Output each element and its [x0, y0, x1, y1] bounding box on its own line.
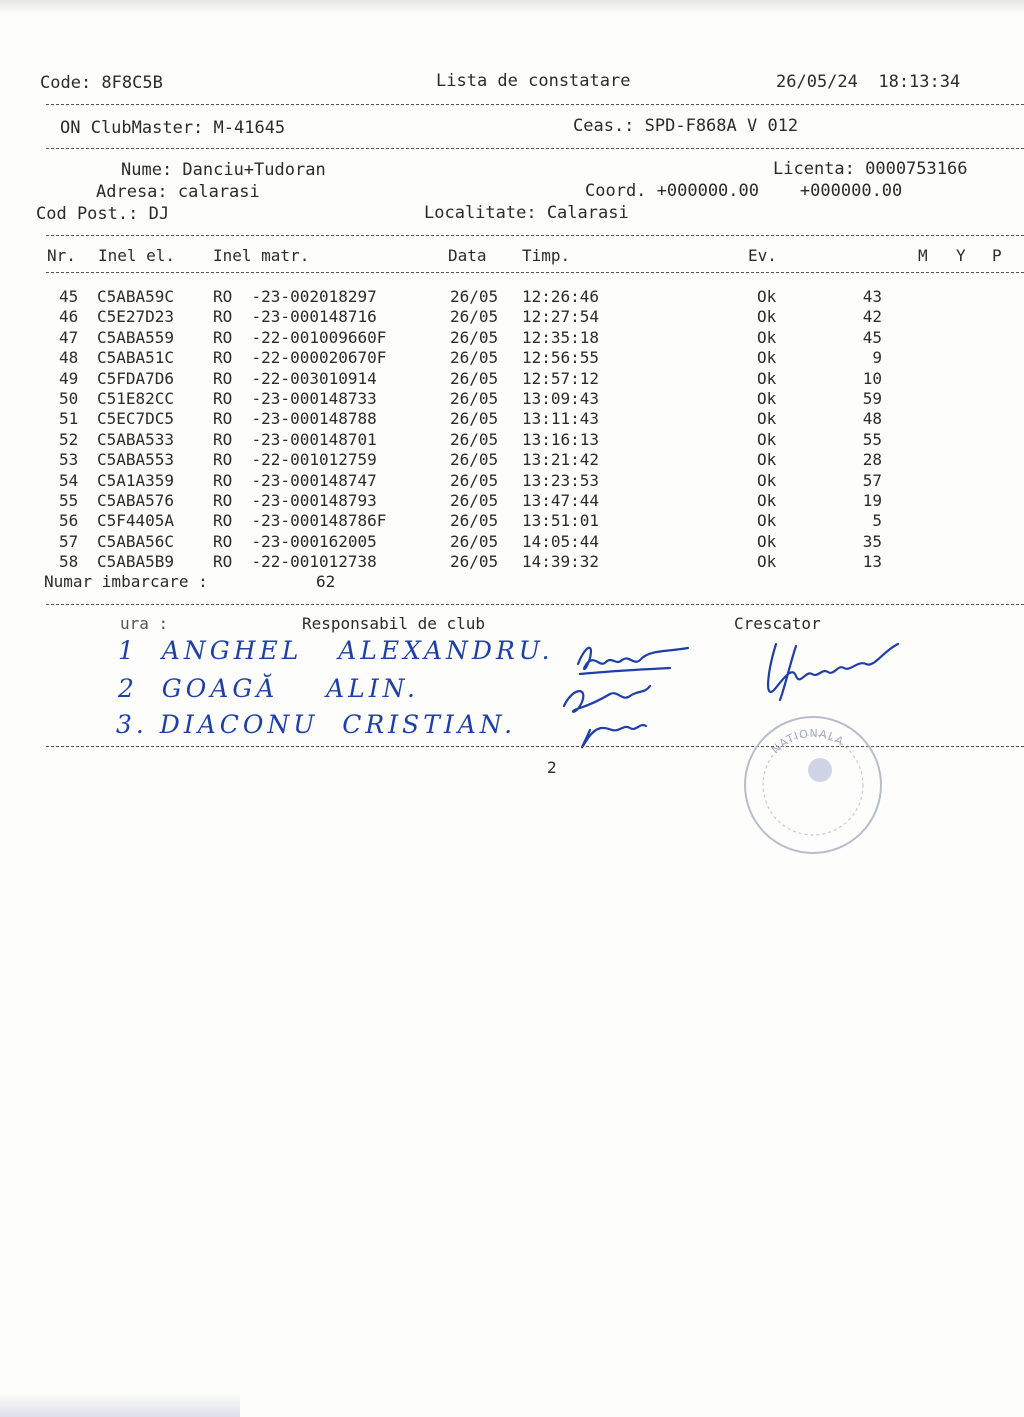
arrival-date: 26/05 [450, 287, 499, 306]
result-value: 48 [862, 409, 882, 429]
result-value: 45 [862, 327, 882, 347]
result-value: 57 [862, 470, 882, 490]
scan-top-edge [0, 0, 1024, 14]
electronic-ring: C5ABA553 [97, 450, 175, 470]
arrival-date: 26/05 [450, 552, 499, 572]
electronic-ring: C5E27D23 [97, 307, 175, 327]
scan-bottom-edge [0, 1393, 240, 1417]
divider [46, 235, 1024, 236]
arrival-date: 26/05 [450, 450, 499, 470]
registration-ring: RO -23-000148701 [213, 429, 387, 449]
breeder-signature-image [762, 630, 902, 710]
col-ev: Ev. [748, 246, 777, 265]
result-value: 42 [862, 307, 882, 327]
col-data: Data [448, 246, 487, 265]
committee-label: ura : [120, 614, 169, 633]
registration-ring: RO -22-001012759 [213, 450, 387, 470]
event-status: Ok [757, 429, 777, 449]
license-number: Licenta: 0000753166 [773, 159, 968, 179]
committee-member-2: 2 GOAGĂ ALIN. [118, 674, 419, 703]
divider [46, 272, 1024, 273]
electronic-ring: C5FDA7D6 [97, 368, 175, 388]
arrival-time: 13:51:01 [522, 511, 600, 531]
registration-ring: RO -22-003010914 [213, 368, 387, 388]
arrival-time: 14:39:32 [522, 552, 600, 572]
table-row [0, 328, 1024, 348]
electronic-ring: C5EC7DC5 [97, 409, 175, 429]
registration-ring: RO -22-001009660F [213, 327, 387, 347]
club-responsible-label: Responsabil de club [302, 614, 486, 633]
row-number: 46 [59, 307, 79, 327]
result-value: 59 [862, 389, 882, 408]
arrival-time: 13:21:42 [522, 450, 600, 470]
registration-ring: RO -23-000148747 [213, 470, 387, 490]
arrival-date: 26/05 [450, 531, 499, 551]
electronic-ring: C5ABA51C [97, 348, 175, 368]
result-value: 10 [862, 368, 882, 388]
row-number: 47 [59, 327, 79, 347]
arrival-time: 12:35:18 [522, 327, 600, 347]
row-number: 55 [59, 491, 79, 510]
arrival-date: 26/05 [450, 491, 499, 510]
col-inel-el: Inel el. [98, 246, 176, 265]
col-timp: Timp. [522, 246, 571, 265]
electronic-ring: C5A1A359 [97, 470, 175, 490]
event-status: Ok [757, 470, 777, 490]
result-value: 35 [862, 531, 882, 551]
registration-ring: RO -23-000148733 [213, 389, 387, 408]
summary-label: Numar imbarcare : [44, 572, 208, 591]
electronic-ring: C5ABA56C [97, 531, 175, 551]
document-datetime: 26/05/24 18:13:34 [776, 72, 961, 92]
arrival-time: 12:57:12 [522, 368, 600, 388]
col-nr: Nr. [47, 246, 76, 265]
table-row [0, 491, 1024, 511]
registration-ring: RO -23-000162005 [213, 531, 387, 551]
table-row [0, 450, 1024, 470]
committee-member-3: 3. DIACONU CRISTIAN. [116, 710, 517, 739]
arrival-time: 13:16:13 [522, 429, 600, 449]
col-inel-matr: Inel matr. [213, 246, 310, 265]
clock-id: Ceas.: SPD-F868A V 012 [573, 116, 799, 136]
event-status: Ok [757, 327, 777, 347]
event-status: Ok [757, 450, 777, 470]
locality: Localitate: Calarasi [424, 203, 629, 223]
arrival-time: 12:27:54 [522, 307, 600, 327]
result-value: 28 [862, 450, 882, 470]
arrival-date: 26/05 [450, 389, 499, 408]
row-number: 45 [59, 287, 79, 306]
breeder-label: Crescator [734, 614, 821, 633]
event-status: Ok [757, 287, 777, 306]
svg-text:NATIONALA [769, 727, 847, 756]
owner-name: Nume: Danciu+Tudoran [121, 160, 326, 180]
col-p: P [992, 246, 1002, 265]
result-value: 13 [862, 552, 882, 572]
electronic-ring: C5F4405A [97, 511, 175, 531]
arrival-time: 13:23:53 [522, 470, 600, 490]
registration-ring: RO -23-000148786F [213, 511, 387, 531]
arrival-time: 12:56:55 [522, 348, 600, 368]
page-number: 2 [547, 758, 557, 777]
electronic-ring: C5ABA559 [97, 327, 175, 347]
arrival-date: 26/05 [450, 368, 499, 388]
postal-code: Cod Post.: DJ [36, 204, 170, 224]
association-stamp-image [740, 712, 886, 858]
event-status: Ok [757, 491, 777, 510]
result-value: 55 [862, 429, 882, 449]
divider [46, 104, 1024, 105]
table-row [0, 430, 1024, 450]
table-row [0, 511, 1024, 531]
divider [46, 148, 1024, 149]
table-row [0, 471, 1024, 491]
col-y: Y [956, 246, 966, 265]
table-row [0, 552, 1024, 572]
registration-ring: RO -23-000148716 [213, 307, 387, 327]
arrival-time: 13:09:43 [522, 389, 600, 408]
result-value: 9 [872, 348, 882, 368]
stamp-text: NATIONALA [768, 726, 847, 757]
event-status: Ok [757, 409, 777, 429]
arrival-date: 26/05 [450, 511, 499, 531]
electronic-ring: C51E82CC [97, 389, 175, 408]
event-status: Ok [757, 511, 777, 531]
document-code: Code: 8F8C5B [40, 73, 163, 93]
clubmaster-id: ON ClubMaster: M-41645 [60, 118, 286, 138]
arrival-date: 26/05 [450, 409, 499, 429]
coordinates: Coord. +000000.00 +000000.00 [585, 181, 903, 201]
table-row [0, 409, 1024, 429]
row-number: 56 [59, 511, 79, 531]
registration-ring: RO -23-002018297 [213, 287, 387, 306]
registration-ring: RO -22-000020670F [213, 348, 387, 368]
registration-ring: RO -22-001012738 [213, 552, 387, 572]
table-row [0, 348, 1024, 368]
event-status: Ok [757, 368, 777, 388]
arrival-date: 26/05 [450, 307, 499, 327]
row-number: 51 [59, 409, 79, 429]
arrival-time: 12:26:46 [522, 287, 600, 306]
table-header [0, 246, 1024, 266]
summary-value: 62 [316, 572, 336, 591]
registration-ring: RO -23-000148788 [213, 409, 387, 429]
row-number: 50 [59, 389, 79, 408]
table-row [0, 532, 1024, 552]
table-row [0, 287, 1024, 307]
arrival-date: 26/05 [450, 327, 499, 347]
registration-ring: RO -23-000148793 [213, 491, 387, 510]
arrival-time: 13:11:43 [522, 409, 600, 429]
divider [46, 604, 1024, 605]
event-status: Ok [757, 531, 777, 551]
owner-address: Adresa: calarasi [96, 182, 260, 202]
event-status: Ok [757, 552, 777, 572]
table-row [0, 307, 1024, 327]
col-m: M [918, 246, 928, 265]
row-number: 53 [59, 450, 79, 470]
document-title: Lista de constatare [436, 71, 631, 91]
row-number: 52 [59, 429, 79, 449]
electronic-ring: C5ABA5B9 [97, 552, 175, 572]
arrival-date: 26/05 [450, 429, 499, 449]
row-number: 54 [59, 470, 79, 490]
electronic-ring: C5ABA576 [97, 491, 175, 510]
electronic-ring: C5ABA59C [97, 287, 175, 306]
table-row [0, 369, 1024, 389]
result-value: 5 [872, 511, 882, 531]
committee-member-1: 1 ANGHEL ALEXANDRU. [118, 636, 554, 665]
event-status: Ok [757, 348, 777, 368]
row-number: 48 [59, 348, 79, 368]
row-number: 58 [59, 552, 79, 572]
arrival-date: 26/05 [450, 348, 499, 368]
arrival-date: 26/05 [450, 470, 499, 490]
table-row [0, 389, 1024, 409]
event-status: Ok [757, 307, 777, 327]
club-signatures-image [560, 628, 700, 758]
arrival-time: 14:05:44 [522, 531, 600, 551]
result-value: 19 [862, 491, 882, 510]
event-status: Ok [757, 389, 777, 408]
row-number: 57 [59, 531, 79, 551]
arrival-time: 13:47:44 [522, 491, 600, 510]
result-value: 43 [862, 287, 882, 306]
row-number: 49 [59, 368, 79, 388]
electronic-ring: C5ABA533 [97, 429, 175, 449]
